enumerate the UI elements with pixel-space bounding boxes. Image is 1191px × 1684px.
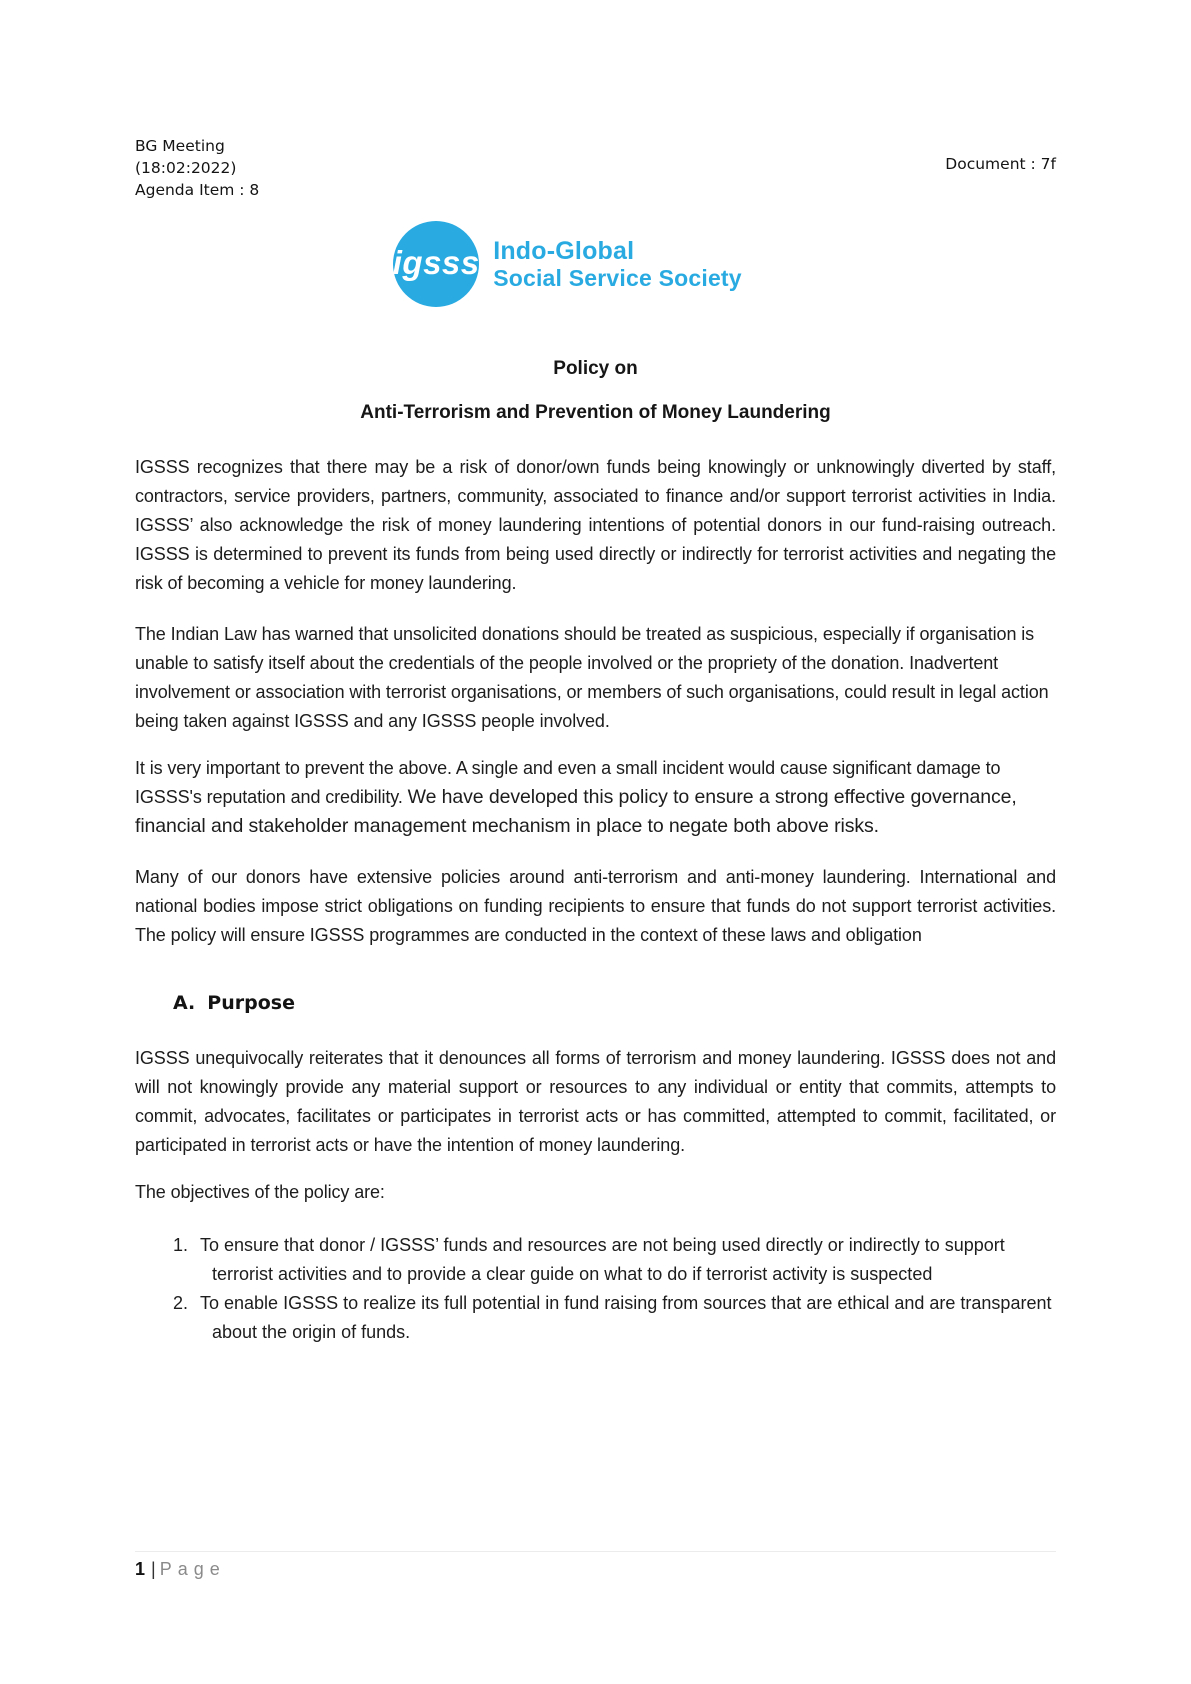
organization-name-line1: Indo-Global bbox=[493, 236, 635, 265]
document-title-line1: Policy on bbox=[553, 358, 638, 379]
section-title: Purpose bbox=[207, 992, 295, 1014]
page-number: 1 bbox=[135, 1559, 146, 1579]
section-heading-purpose bbox=[173, 990, 1056, 1016]
list-item-number: 2. bbox=[173, 1293, 189, 1313]
footer-separator: | bbox=[151, 1559, 156, 1579]
organization-name-line2: Social Service Society bbox=[493, 264, 742, 291]
list-item bbox=[173, 1289, 1056, 1347]
document-reference: Document : 7f bbox=[945, 155, 1056, 173]
meeting-info bbox=[135, 135, 259, 201]
organization-name bbox=[493, 238, 742, 291]
list-item-number: 1. bbox=[173, 1235, 189, 1255]
agenda-item: Agenda Item : 8 bbox=[135, 181, 260, 199]
organization-logo bbox=[107, 221, 1028, 307]
objectives-list bbox=[135, 1231, 1056, 1347]
page-header bbox=[135, 135, 1056, 201]
meeting-title: BG Meeting bbox=[135, 137, 225, 155]
logo-monogram: igsss bbox=[392, 244, 480, 281]
igsss-logo-icon bbox=[393, 221, 479, 307]
list-item-text: To ensure that donor / IGSSS’ funds and resources are not being used directly or indirectly to support terrorist activities and to provide a clear guide on what to do if terrorist activity is suspected bbox=[200, 1235, 1005, 1284]
list-item bbox=[173, 1231, 1056, 1289]
list-item-text: To enable IGSSS to realize its full potential in fund raising from sources that are ethical and are transparent about the origin of funds. bbox=[200, 1293, 1052, 1342]
page-footer bbox=[135, 1551, 1056, 1580]
paragraph-importance-part2: We have developed this policy to ensure a strong effective governance, financial and stakeholder management mechanism in place to negate both above risks. bbox=[135, 786, 1017, 837]
objectives-intro: The objectives of the policy are: bbox=[135, 1182, 385, 1202]
paragraph-importance-part1: It is very important to prevent the above. A single and even a small incident would cause significant damage to IGSSS's reputation and credibility. bbox=[135, 758, 1001, 807]
paragraph-intro-risk: IGSSS recognizes that there may be a risk of donor/own funds being knowingly or unknowingly diverted by staff, contractors, service providers, partners, community, associated to finance and/or support terrorist activities in India. IGSSS’ also acknowledge the risk of money laundering intentions of potential donors in our fund-raising outreach. IGSSS is determined to prevent its funds from being used directly or indirectly for terrorist activities and negating the risk of becoming a vehicle for money laundering. bbox=[135, 457, 1056, 593]
document-title-line2: Anti-Terrorism and Prevention of Money Laundering bbox=[360, 402, 831, 423]
footer-page-label: Page bbox=[159, 1559, 226, 1579]
paragraph-donor-policies: Many of our donors have extensive policies around anti-terrorism and anti-money laundering. International and national bodies impose strict obligations on funding recipients to ensure that funds do not support terrorist activities. The policy will ensure IGSSS programmes are conducted in the context of these laws and obligation bbox=[135, 867, 1056, 945]
paragraph-importance bbox=[135, 754, 1056, 841]
section-number: A. bbox=[173, 992, 196, 1014]
paragraph-purpose-body: IGSSS unequivocally reiterates that it denounces all forms of terrorism and money laundering. IGSSS does not and will not knowingly provide any material support or resources to any individual or entity that commits, attempts to commit, advocates, facilitates or participates in terrorist acts or has committed, attempted to commit, facilitated, or participated in terrorist acts or have the intention of money laundering. bbox=[135, 1048, 1056, 1155]
meeting-date: (18:02:2022) bbox=[135, 159, 237, 177]
paragraph-indian-law: The Indian Law has warned that unsolicited donations should be treated as suspicious, especially if organisation is unable to satisfy itself about the credentials of the people involved or the propriety of the donation. Inadvertent involvement or association with terrorist organisations, or members of such organisations, could result in legal action being taken against IGSSS and any IGSSS people involved. bbox=[135, 624, 1049, 731]
